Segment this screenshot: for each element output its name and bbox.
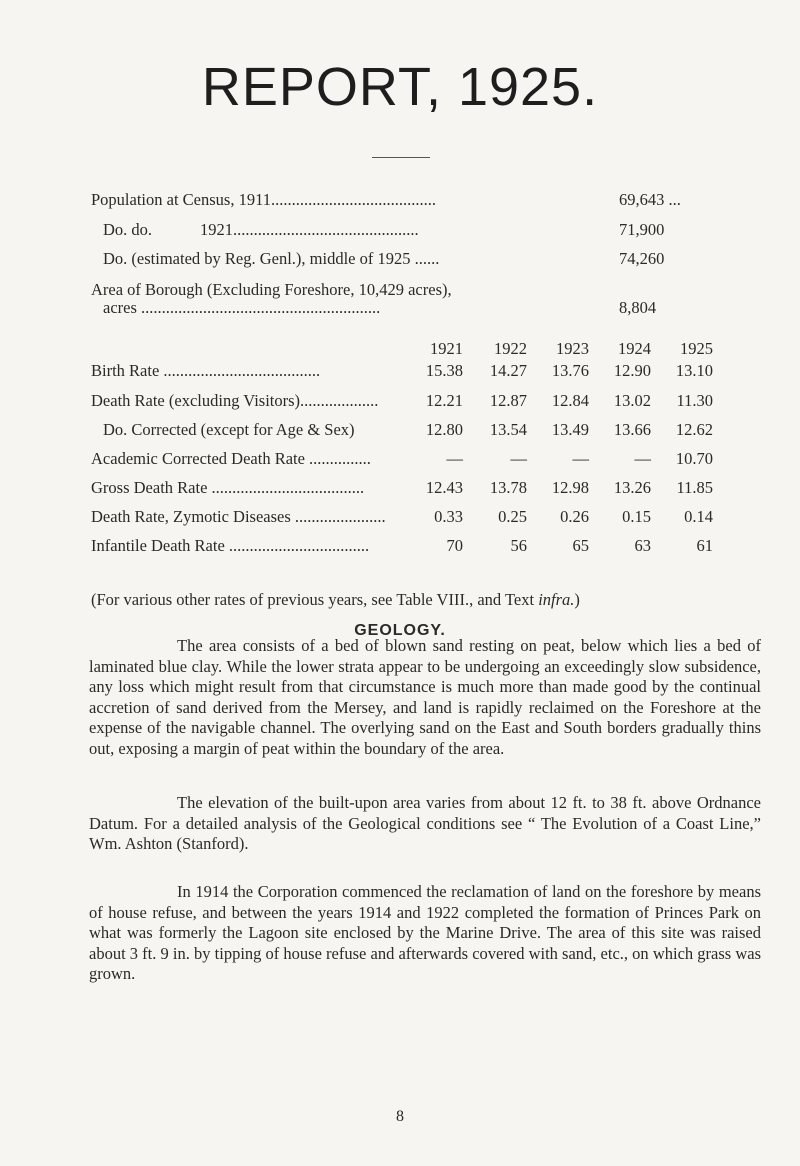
population-label: Population at Census, 1911........................................ xyxy=(91,190,436,209)
rate-cell: 10.70 xyxy=(675,449,713,468)
rate-cell: 13.02 xyxy=(613,391,651,410)
row-label: Infantile Death Rate .................................. xyxy=(91,536,370,555)
rate-cell: 12.80 xyxy=(425,420,463,439)
rate-cell: 70 xyxy=(446,536,463,555)
geology-heading: GEOLOGY. xyxy=(354,622,446,639)
rate-cell: 0.14 xyxy=(684,507,713,526)
year-header: 1922 xyxy=(494,339,527,358)
population-value: 71,900 xyxy=(619,220,665,239)
rate-cell: 12.90 xyxy=(613,361,651,380)
rate-cell: 12.84 xyxy=(551,391,589,410)
rate-cell: 0.25 xyxy=(498,507,527,526)
rate-cell: 12.98 xyxy=(551,478,589,497)
rate-cell: 13.26 xyxy=(613,478,651,497)
row-label: Gross Death Rate ..................................... xyxy=(91,478,365,497)
row-label: Do. Corrected (except for Age & Sex) xyxy=(103,420,355,439)
row-label: Death Rate (excluding Visitors)................... xyxy=(91,391,379,410)
rate-cell: — xyxy=(572,449,589,468)
rate-cell: 12.87 xyxy=(489,391,527,410)
rate-cell: 63 xyxy=(634,536,651,555)
note-text: (For various other rates of previous years, see Table VIII., and Text xyxy=(91,590,539,609)
rate-cell: 0.26 xyxy=(560,507,589,526)
note-emphasis: infra. xyxy=(538,590,575,609)
rate-cell: 13.66 xyxy=(613,420,651,439)
year-header: 1924 xyxy=(618,339,651,358)
geology-paragraph-3: In 1914 the Corporation commenced the reclamation of land on the foreshore by means of house refuse, and between the years 1914 and 1922 completed the formation of Princes Park on what was formerly the Lagoon site enclosed by the Marine Drive. The area of this site was raised about 3 ft. 9 in. by tipping of house refuse and afterwards covered with sand, etc., on which grass was grown. xyxy=(89,882,761,983)
rate-cell: — xyxy=(634,449,651,468)
rate-cell: 13.78 xyxy=(489,478,527,497)
rate-cell: 12.21 xyxy=(425,391,463,410)
row-label: Death Rate, Zymotic Diseases ...................... xyxy=(91,507,386,526)
page-title: REPORT, 1925. xyxy=(201,57,599,117)
rate-cell: 61 xyxy=(696,536,713,555)
rate-cell: 13.54 xyxy=(489,420,527,439)
page-number: 8 xyxy=(396,1108,404,1125)
rate-cell: — xyxy=(510,449,527,468)
area-label-line2: acres .......................................................... xyxy=(103,298,381,317)
rates-note xyxy=(91,590,781,610)
rate-cell: 56 xyxy=(510,536,527,555)
population-label: 1921............................................. xyxy=(200,220,419,239)
geology-paragraph-2: The elevation of the built-upon area varies from about 12 ft. to 38 ft. above Ordnance Datum. For a detailed analysis of the Geological conditions see “ The Evolution of a Coast Line,” Wm. Ashton (Stanford). xyxy=(89,793,761,853)
rate-cell: 15.38 xyxy=(425,361,463,380)
rate-cell: 11.85 xyxy=(676,478,713,497)
year-header: 1921 xyxy=(430,339,463,358)
row-label: Birth Rate ...................................... xyxy=(91,361,321,380)
year-header: 1925 xyxy=(680,339,713,358)
rate-cell: 13.76 xyxy=(551,361,589,380)
population-value: 74,260 xyxy=(619,249,665,268)
rate-cell: 65 xyxy=(572,536,589,555)
rate-cell: 13.49 xyxy=(551,420,589,439)
area-value: 8,804 xyxy=(619,298,657,317)
rate-cell: 0.15 xyxy=(622,507,651,526)
rate-cell: 0.33 xyxy=(434,507,463,526)
rate-cell: 11.30 xyxy=(676,391,713,410)
population-value: 69,643 ... xyxy=(619,190,681,209)
note-close: ) xyxy=(574,590,580,609)
population-label: Do. (estimated by Reg. Genl.), middle of 1925 ...... xyxy=(103,249,440,268)
ditto-marks: Do. do. xyxy=(103,220,153,239)
area-label-line1: Area of Borough (Excluding Foreshore, 10,429 acres), xyxy=(91,280,452,299)
row-label: Academic Corrected Death Rate ............... xyxy=(91,449,371,468)
rate-cell: 13.10 xyxy=(675,361,713,380)
year-header: 1923 xyxy=(556,339,589,358)
rate-cell: 12.43 xyxy=(425,478,463,497)
rate-cell: 14.27 xyxy=(489,361,527,380)
rate-cell: — xyxy=(446,449,463,468)
geology-paragraph-1: The area consists of a bed of blown sand resting on peat, below which lies a bed of laminated blue clay. While the lower strata appear to be undergoing an exceedingly slow subsidence, any loss which might result from that circumstance is much more than made good by the continual accretion of sand derived from the Mersey, and land is rapidly reclaimed on the Foreshore at the expense of the navigable channel. The overlying sand on the East and South borders gradually thins out, exposing a margin of peat within the boundary of the area. xyxy=(89,636,761,758)
rate-cell: 12.62 xyxy=(675,420,713,439)
title-rule xyxy=(372,157,430,158)
